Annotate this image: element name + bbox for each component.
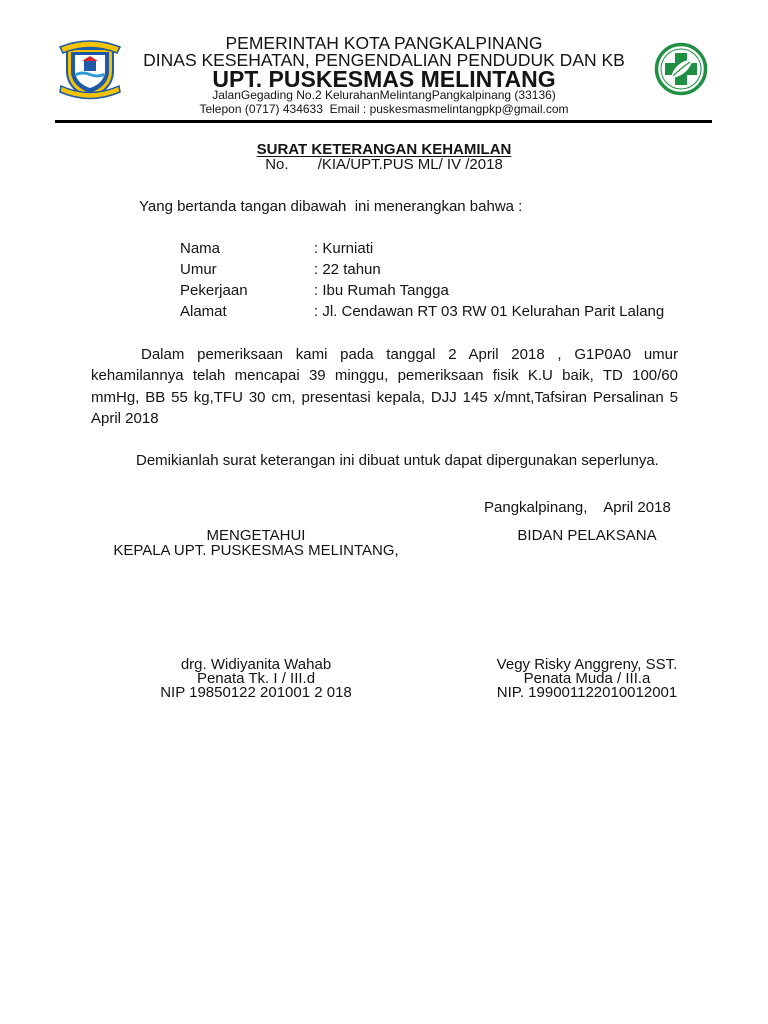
paragraph-line: kehamilannya telah mencapai 39 minggu, pemeriksaan fisik K.U baik, TD 100/60 bbox=[91, 367, 678, 385]
field-separator: : bbox=[314, 240, 319, 257]
signatory-left-identity bbox=[56, 658, 456, 700]
field-row bbox=[0, 303, 768, 321]
field-label: Umur bbox=[180, 261, 217, 278]
field-label: Nama bbox=[180, 240, 221, 257]
signatory-right-identity bbox=[437, 658, 737, 700]
field-row bbox=[0, 240, 768, 258]
paragraph-line: Dalam pemeriksaan kami pada tanggal 2 April 2018 , G1P0A0 umur bbox=[141, 346, 678, 363]
signatory-left bbox=[56, 528, 456, 558]
signatory-right-heading: BIDAN PELAKSANA bbox=[517, 527, 657, 544]
field-value-group bbox=[314, 261, 381, 279]
field-row bbox=[0, 261, 768, 279]
field-value: Ibu Rumah Tangga bbox=[322, 282, 449, 299]
field-value: Jl. Cendawan RT 03 RW 01 Kelurahan Parit Lalang bbox=[322, 303, 665, 320]
letterhead-divider bbox=[55, 120, 712, 123]
field-value: 22 tahun bbox=[322, 261, 381, 278]
field-label: Pekerjaan bbox=[180, 282, 248, 299]
letterhead-government: PEMERINTAH KOTA PANGKALPINANG bbox=[225, 33, 543, 53]
signatory-left-heading: MENGETAHUI bbox=[206, 527, 306, 544]
field-value: Kurniati bbox=[322, 240, 374, 257]
intro-text: Yang bertanda tangan dibawah ini menerangkan bahwa : bbox=[139, 198, 523, 215]
puskesmas-logo-icon bbox=[654, 42, 708, 96]
examination-paragraph bbox=[91, 344, 678, 429]
field-separator: : bbox=[314, 282, 319, 299]
signatory-right-rank: Penata Muda / III.a bbox=[523, 670, 651, 687]
field-value-group bbox=[314, 303, 664, 321]
letterhead-contact: Telepon (0717) 434633 Email : puskesmasmelintangpkp@gmail.com bbox=[199, 102, 569, 116]
paragraph-line: April 2018 bbox=[91, 409, 159, 427]
field-separator: : bbox=[314, 261, 319, 278]
letter-number: No. /KIA/UPT.PUS ML/ IV /2018 bbox=[265, 156, 503, 173]
place-date: Pangkalpinang, April 2018 bbox=[484, 499, 671, 516]
signatory-left-rank: Penata Tk. I / III.d bbox=[196, 670, 316, 687]
field-value-group bbox=[314, 240, 373, 258]
letterhead-agency: DINAS KESEHATAN, PENGENDALIAN PENDUDUK DAN KB bbox=[143, 50, 625, 70]
signatory-right-nip: NIP. 199001122010012001 bbox=[496, 684, 678, 701]
signatory-right-name: Vegy Risky Anggreny, SST. bbox=[496, 656, 678, 673]
field-separator: : bbox=[314, 303, 319, 320]
field-value-group bbox=[314, 282, 449, 300]
signatory-left-name: drg. Widiyanita Wahab bbox=[180, 656, 332, 673]
signatory-right bbox=[437, 528, 737, 543]
field-label: Alamat bbox=[180, 303, 227, 320]
field-row bbox=[0, 282, 768, 300]
letterhead-facility: UPT. PUSKESMAS MELINTANG bbox=[212, 66, 556, 92]
signatory-left-position: KEPALA UPT. PUSKESMAS MELINTANG, bbox=[113, 542, 399, 559]
signatory-left-nip: NIP 19850122 201001 2 018 bbox=[160, 684, 352, 701]
closing-text: Demikianlah surat keterangan ini dibuat untuk dapat dipergunakan seperlunya. bbox=[136, 452, 659, 469]
letterhead-address: JalanGegading No.2 KelurahanMelintangPangkalpinang (33136) bbox=[212, 88, 556, 102]
paragraph-line: mmHg, BB 55 kg,TFU 30 cm, presentasi kepala, DJJ 145 x/mnt,Tafsiran Persalinan 5 bbox=[91, 388, 678, 406]
letter-title-text: SURAT KETERANGAN KEHAMILAN bbox=[256, 141, 512, 158]
